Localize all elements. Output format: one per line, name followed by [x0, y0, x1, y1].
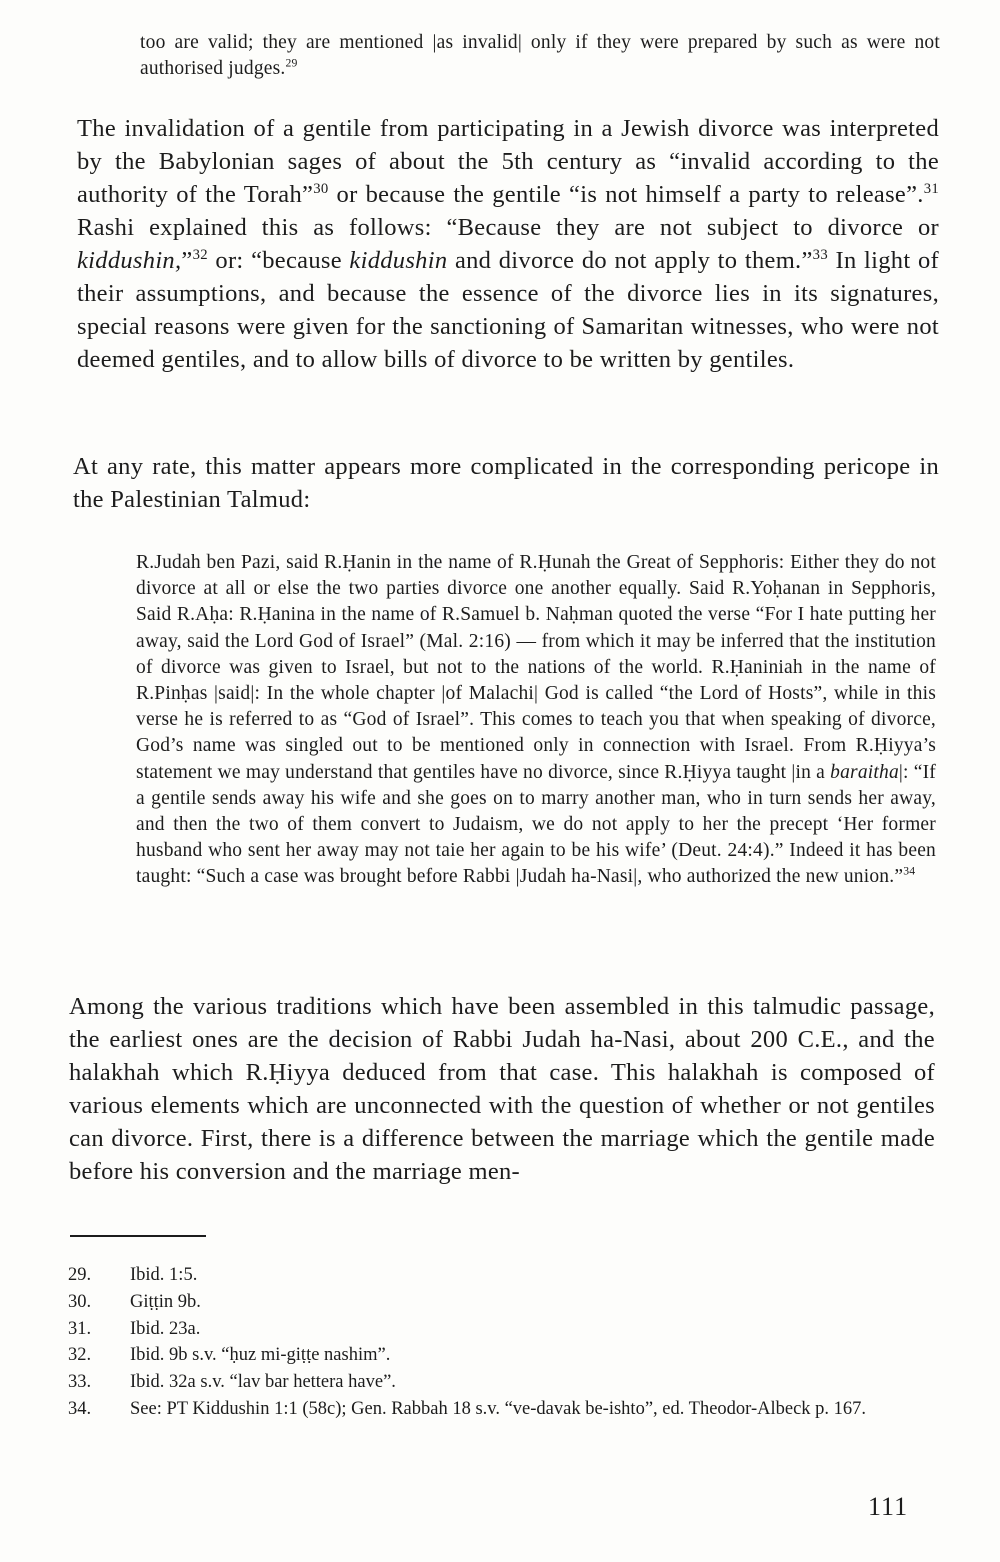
footnote [68, 1342, 938, 1369]
paragraph-2: At any rate, this matter appears more complicated in the corresponding pericope in the Palestinian Talmud: [73, 453, 939, 513]
footnote-ref-34: 34 [903, 864, 916, 878]
footnote [68, 1262, 938, 1289]
italic-term: baraitha [830, 761, 899, 783]
footnote-text: Ibid. 32a s.v. “lav bar hettera have”. [130, 1372, 396, 1393]
block-quote-seg2: |: “If a gentile sends away his wife and she goes on to marry another man, who in turn sends her away, and then the two of them convert to Judaism, we do not apply to her the precept ‘Her former husband who sent her away may not taie her again to be his wife’ (Deut. 24:4).” Indeed it has been taught: “Such a case was brought before Rabbi |Judah ha-Nasi|, who authorized the new union.” [136, 761, 936, 888]
continued-quote-text: too are valid; they are mentioned |as invalid| only if they were prepared by such as were not authorised judges. [140, 32, 940, 79]
footnote-ref-29: 29 [285, 56, 298, 70]
footnote-text: Giṭṭin 9b. [130, 1291, 201, 1312]
footnote-text: Ibid. 23a. [130, 1318, 201, 1339]
paragraph-1-seg4: ” [181, 247, 193, 274]
footnote-ref-33: 33 [812, 246, 828, 263]
paragraph-1-seg6: and divorce do not apply to them.” [447, 247, 813, 274]
footnotes [68, 1262, 938, 1423]
continued-quote [140, 30, 940, 82]
footnote-number: 30. [68, 1291, 92, 1312]
footnote-number: 29. [68, 1265, 92, 1285]
paragraph-1-seg5: or: “because [207, 247, 350, 274]
footnote [68, 1369, 938, 1396]
footnote-number: 33. [68, 1372, 92, 1393]
footnote [68, 1396, 938, 1423]
block-quote [136, 550, 936, 891]
italic-term: kiddushin [349, 247, 448, 274]
footnote-number: 32. [68, 1345, 92, 1366]
block-quote-seg1: R.Judah ben Pazi, said R.Ḥanin in the name of R.Ḥunah the Great of Sepphoris: Either they do not divorce at all or else the two parties divorce one another equally. Said R.Yoḥanan in Sepphoris, Said R.Aḥa: R.Ḥanina in the name of R.Samuel b. Naḥman quoted the verse “For I hate putting her away, said the Lord God of Israel” (Mal. 2:16) — from which it may be inferred that the institution of divorce was given to Israel, but not to the nations of the world. R.Ḥaniniah in the name of R.Pinḥas |said|: In the whole chapter |of Malachi| God is called “the Lord of Hosts”, while in this verse he is referred to as “God of Israel”. This comes to teach you that when speaking of divorce, God’s name was singled out to be mentioned only in connection with Israel. From R.Ḥiyya’s statement we may understand that gentiles have no divorce, since R.Ḥiyya taught |in a [136, 552, 936, 783]
paragraph-1-seg7: In light of their assumptions, and because the essence of the divorce lies in its signatures, special reasons were given for the sanctioning of Samaritan witnesses, who were not deemed gentiles, and to allow bills of divorce to be written by gentiles. [77, 247, 940, 373]
footnote-ref-30: 30 [313, 180, 329, 197]
paragraph-3: Among the various traditions which have been assembled in this talmudic passage, the earliest ones are the decision of Rabbi Judah ha-Nasi, about 200 C.E., and the halakhah which R.Ḥiyya deduced from that case. This halakhah is composed of various elements which are unconnected with the question of whether or not gentiles can divorce. First, there is a difference between the marriage which the gentile made before his conversion and the marriage men- [69, 993, 935, 1185]
footnote [68, 1289, 938, 1316]
paragraph-1-seg2: or because the gentile “is not himself a party to release”. [328, 181, 924, 208]
footnote-text: Ibid. 1:5. [130, 1265, 198, 1285]
footnote-ref-31: 31 [923, 180, 939, 197]
paragraph-1 [77, 112, 939, 376]
italic-term: kiddushin, [77, 247, 182, 274]
footnote-number: 34. [68, 1398, 92, 1419]
footnote [68, 1316, 938, 1343]
page-number: 111 [868, 1492, 909, 1521]
footnote-number: 31. [68, 1318, 92, 1339]
paragraph-1-seg3: Rashi explained this as follows: “Because they are not subject to divorce or [77, 214, 939, 241]
paragraph-1-seg1: The invalidation of a gentile from participating in a Jewish divorce was interpreted by the Babylonian sages of about the 5th century as “invalid according to the authority of the Torah” [77, 115, 939, 208]
footnote-text: Ibid. 9b s.v. “ḥuz mi-giṭṭe nashim”. [130, 1345, 391, 1366]
footnote-divider [70, 1235, 206, 1237]
footnote-text: See: PT Kiddushin 1:1 (58c); Gen. Rabbah 18 s.v. “ve-davak be-ishto”, ed. Theodor-Albeck p. 167. [130, 1398, 867, 1419]
footnote-ref-32: 32 [192, 246, 208, 263]
